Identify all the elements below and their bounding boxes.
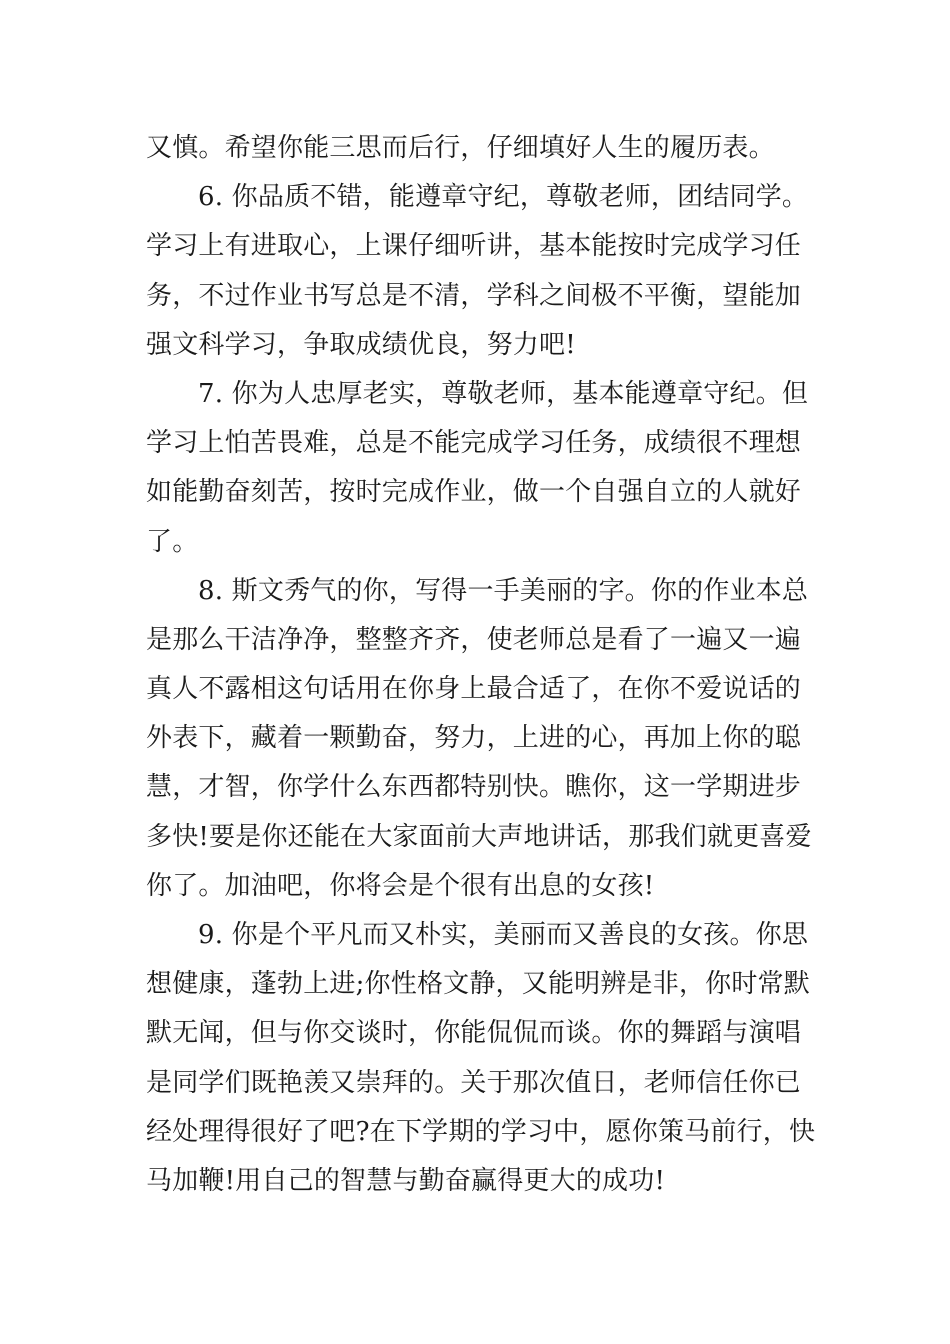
text-line: 是同学们既艳羡又崇拜的。关于那次值日，老师信任你已 (146, 1067, 802, 1098)
text-line: 9. 你是个平凡而又朴实，美丽而又善良的女孩。你思 (198, 920, 809, 950)
text-line: 慧，才智，你学什么东西都特别快。瞧你，这一学期进步 (146, 772, 802, 803)
text-line: 又慎。希望你能三思而后行，仔细填好人生的履历表。 (146, 133, 775, 163)
text-line: 你了。加油吧，你将会是个很有出息的女孩! (146, 870, 655, 901)
text-line: 马加鞭!用自己的智慧与勤奋赢得更大的成功! (146, 1165, 666, 1196)
text-line: 经处理得很好了吧?在下学期的学习中，愿你策马前行，快 (146, 1116, 816, 1147)
text-line: 学习上有进取心，上课仔细听讲，基本能按时完成学习任 (146, 231, 802, 262)
text-line: 8. 斯文秀气的你，写得一手美丽的字。你的作业本总 (198, 575, 809, 606)
text-line: 真人不露相这句话用在你身上最合适了，在你不爱说话的 (146, 674, 802, 705)
text-line: 如能勤奋刻苦，按时完成作业，做一个自强自立的人就好 (146, 477, 802, 508)
text-line: 7. 你为人忠厚老实，尊敬老师，基本能遵章守纪。但 (198, 378, 809, 409)
text-line: 务，不过作业书写总是不清，学科之间极不平衡，望能加 (146, 280, 802, 311)
text-line: 学习上怕苦畏难，总是不能完成学习任务，成绩很不理想 (146, 428, 802, 459)
text-line: 6. 你品质不错，能遵章守纪，尊敬老师，团结同学。 (198, 182, 809, 213)
text-line: 多快!要是你还能在大家面前大声地讲话，那我们就更喜爱 (146, 821, 812, 852)
text-line: 是那么干洁净净，整整齐齐，使老师总是看了一遍又一遍 (146, 624, 802, 655)
text-line: 强文科学习，争取成绩优良，努力吧! (146, 329, 576, 360)
text-line: 外表下，藏着一颗勤奋，努力，上进的心，再加上你的聪 (146, 723, 802, 754)
body-text (146, 124, 816, 1206)
text-line: 想健康，蓬勃上进;你性格文静，又能明辨是非，你时常默 (146, 969, 810, 1000)
text-line: 默无闻，但与你交谈时，你能侃侃而谈。你的舞蹈与演唱 (146, 1018, 802, 1049)
text-line: 了。 (146, 526, 199, 557)
